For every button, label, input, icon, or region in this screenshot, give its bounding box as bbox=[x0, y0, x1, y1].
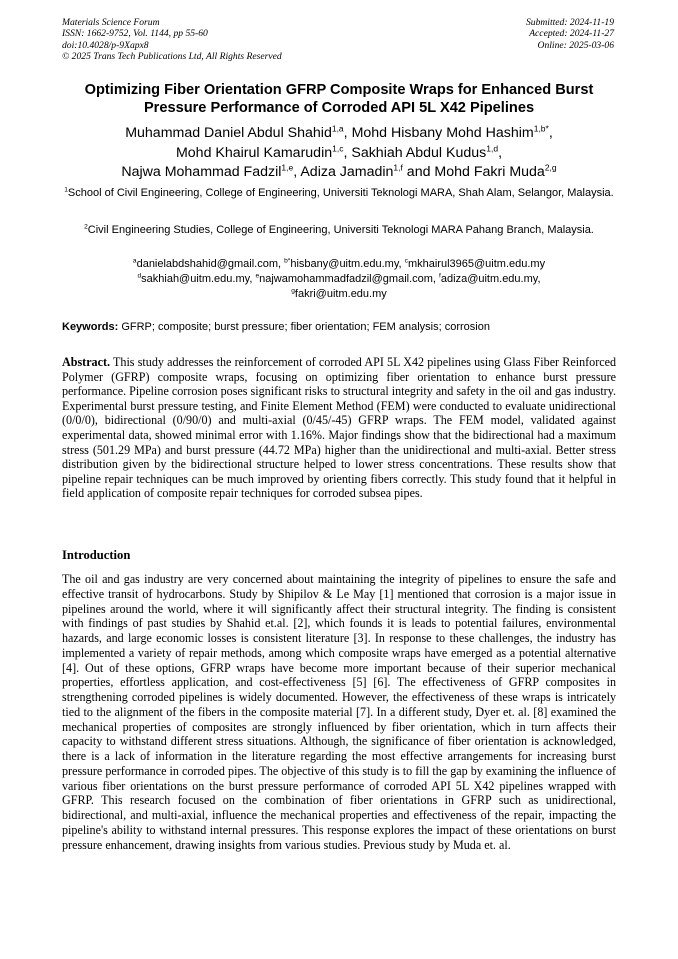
author-name: Najwa Mohammad Fadzil bbox=[121, 164, 282, 180]
email-address[interactable]: sakhiah@uitm.edu.my bbox=[141, 272, 250, 285]
author-affiliation-mark: 1,c bbox=[332, 142, 344, 153]
keywords-text: GFRP; composite; burst pressure; fiber orientation; FEM analysis; corrosion bbox=[121, 321, 490, 333]
submitted-date: Submitted: 2024-11-19 bbox=[525, 17, 614, 28]
author-name: Mohd Hisbany Mohd Hashim bbox=[351, 125, 534, 141]
email-address[interactable]: danielabdshahid@gmail.com bbox=[136, 258, 278, 270]
abstract-label: Abstract. bbox=[62, 355, 111, 369]
affiliation-2 bbox=[62, 223, 616, 237]
keywords-label: Keywords: bbox=[62, 321, 119, 333]
online-date: Online: 2025-03-06 bbox=[537, 39, 614, 51]
section-heading-introduction: Introduction bbox=[62, 548, 131, 562]
email-address[interactable]: najwamohammadfadzil@gmail.com bbox=[259, 272, 433, 285]
journal-name: Materials Science Forum bbox=[62, 17, 160, 28]
author-name: Mohd Khairul Kamarudin bbox=[175, 144, 333, 161]
author-name: Sakhiah Abdul Kudus bbox=[351, 144, 487, 161]
author-affiliation-mark: 1,b* bbox=[533, 123, 549, 134]
journal-issn: ISSN: 1662-9752, Vol. 1144, pp 55-60 bbox=[62, 28, 208, 40]
author-affiliation-mark: 1,a bbox=[331, 123, 344, 134]
author-affiliation-mark: 1,e bbox=[281, 162, 294, 173]
author-affiliation-mark: 2,g bbox=[544, 162, 557, 173]
affiliation-mark: 2 bbox=[84, 223, 88, 231]
journal-header-right bbox=[526, 17, 614, 51]
email-address[interactable]: mkhairul3965@uitm.edu.my bbox=[407, 258, 546, 270]
abstract-paragraph bbox=[62, 355, 616, 501]
introduction-paragraph: The oil and gas industry are very concerned about maintaining the integrity of pipelines to ensure the safe and effective transit of hydrocarbons. Study by Shipilov & Le May [1] mentioned that corrosion is a major issue in pipelines around the world, where it will significantly affect their structural integrity. The finding is consistent with findings of past studies by Shahid et.al. [2], which founds it is leads to potential failures, environmental hazards, and large economic losses is consistent literature [3]. In response to these challenges, the industry has implemented a variety of repair methods, among which composite wraps have emerged as a potential alternative [4]. Out of these options, GFRP wraps have become more important because of their superior mechanical properties, effortless application, and cost-effectiveness [5] [6]. The effectiveness of GFRP composites in strengthening corroded pipelines is widely documented. However, the effectiveness of these wraps is intricately tied to the alignment of the fibers in the composite material [7]. In a different study, Dyer et. al. [8] examined the mechanical properties of composites are strongly influenced by fiber orientation, which in turn affects their capacity to withstand different stress situations. Although, the significance of fiber orientation is acknowledged, there is a lack of information in the literature regarding the most effective arrangements for increasing burst pressure performance in corroded pipes. The objective of this study is to fill the gap by examining the influence of various fiber orientations on the burst pressure performance of corroded API 5L X42 pipelines wrapped with GFRP. This research focused on the combination of fiber orientations in GFRP such as unidirectional, bidirectional, and multi-axial, influence the mechanical properties and effectiveness of the repair, impacting the pipeline's ability to withstand internal pressures. This response explores the impact of these orientations on burst pressure enhancement, drawing insights from various studies. Previous study by Muda et. al. bbox=[62, 572, 616, 852]
author-list: Muhammad Daniel Abdul Shahid$^{1,a}$, Mohd Hisbany Mohd Hashim$^{1,b*}$, Mohd Khairul Kamarudin$^{1,c}$, Sakhiah Abdul Kudus$^{1,d}$, Najwa Mohammad Fadzil$^{1,e}$, Adiza Jamadin$^{1,f}$ and Mohd Fakri Muda$^{2,g}$ bbox=[121, 123, 557, 180]
abstract-text: This study addresses the reinforcement of corroded API 5L X42 pipelines using Glass Fiber Reinforced Polymer (GFRP) composite wraps, focusing on optimizing fiber orientation to enhance burst pressure performance. Pipeline corrosion poses significant risks to structural integrity and safety in the oil and gas industry. Experimental burst pressure testing, and Finite Element Method (FEM) were conducted to evaluate unidirectional (0/0/0), bidirectional (0/90/0) and multi-axial (0/45/-45) GFRP wraps. The FEM model, validated against experimental data, showed minimal error with 1.16%. Major findings show that the bidirectional had a maximum stress (501.29 MPa) and burst pressure (44.72 MPa) higher than the unidirectional and multi-axial. Better stress distribution given by the bidirectional structure helped to lower stress concentrations. These results show that pipeline repair techniques can be much improved by orienting fibers correctly. This study found that it helpful in field application of composite repair techniques for corroded subsea pipes. bbox=[62, 355, 617, 501]
author-name: Adiza Jamadin bbox=[300, 164, 394, 180]
affiliation-text: School of Civil Engineering, College of Engineering, Universiti Teknologi MARA, Shah Alam, Selangor, Malaysia. bbox=[67, 187, 614, 199]
author-affiliation-mark: 1,f bbox=[393, 162, 403, 173]
email-address[interactable]: adiza@uitm.edu.my bbox=[440, 272, 538, 285]
copyright-line: © 2025 Trans Tech Publications Ltd, All Rights Reserved bbox=[62, 51, 282, 63]
email-address[interactable]: fakri@uitm.edu.my bbox=[294, 287, 387, 300]
affiliation-text: Civil Engineering Studies, College of Engineering, Universiti Teknologi MARA Pahang Branch, Malaysia. bbox=[87, 224, 594, 236]
keywords-line bbox=[62, 320, 616, 334]
journal-doi: doi:10.4028/p-9Xapx8 bbox=[62, 39, 149, 51]
affiliation-1 bbox=[62, 186, 616, 200]
author-name: Muhammad Daniel Abdul Shahid bbox=[125, 125, 332, 141]
email-address[interactable]: hisbany@uitm.edu.my bbox=[290, 258, 399, 270]
email-list: $^a$danielabdshahid@gmail.com, $^{b*}$hisbany@uitm.edu.my, $^c$mkhairul3965@uitm.edu.my $^d$sakhiah@uitm.edu.my, $^e$najwamohammadfadzil@gmail.com, $^f$adiza@uitm.edu.my, $^g$fakri@uitm.edu.my bbox=[132, 257, 546, 300]
affiliation-mark: 1 bbox=[64, 186, 68, 194]
accepted-date: Accepted: 2024-11-27 bbox=[529, 28, 614, 40]
author-affiliation-mark: 1,d bbox=[486, 142, 499, 153]
author-name: Mohd Fakri Muda bbox=[434, 164, 545, 180]
journal-header-left bbox=[62, 17, 282, 63]
paper-title: Optimizing Fiber Orientation GFRP Composite Wraps for Enhanced Burst Pressure Performance of Corroded API 5L X42 Pipelines bbox=[84, 82, 594, 116]
